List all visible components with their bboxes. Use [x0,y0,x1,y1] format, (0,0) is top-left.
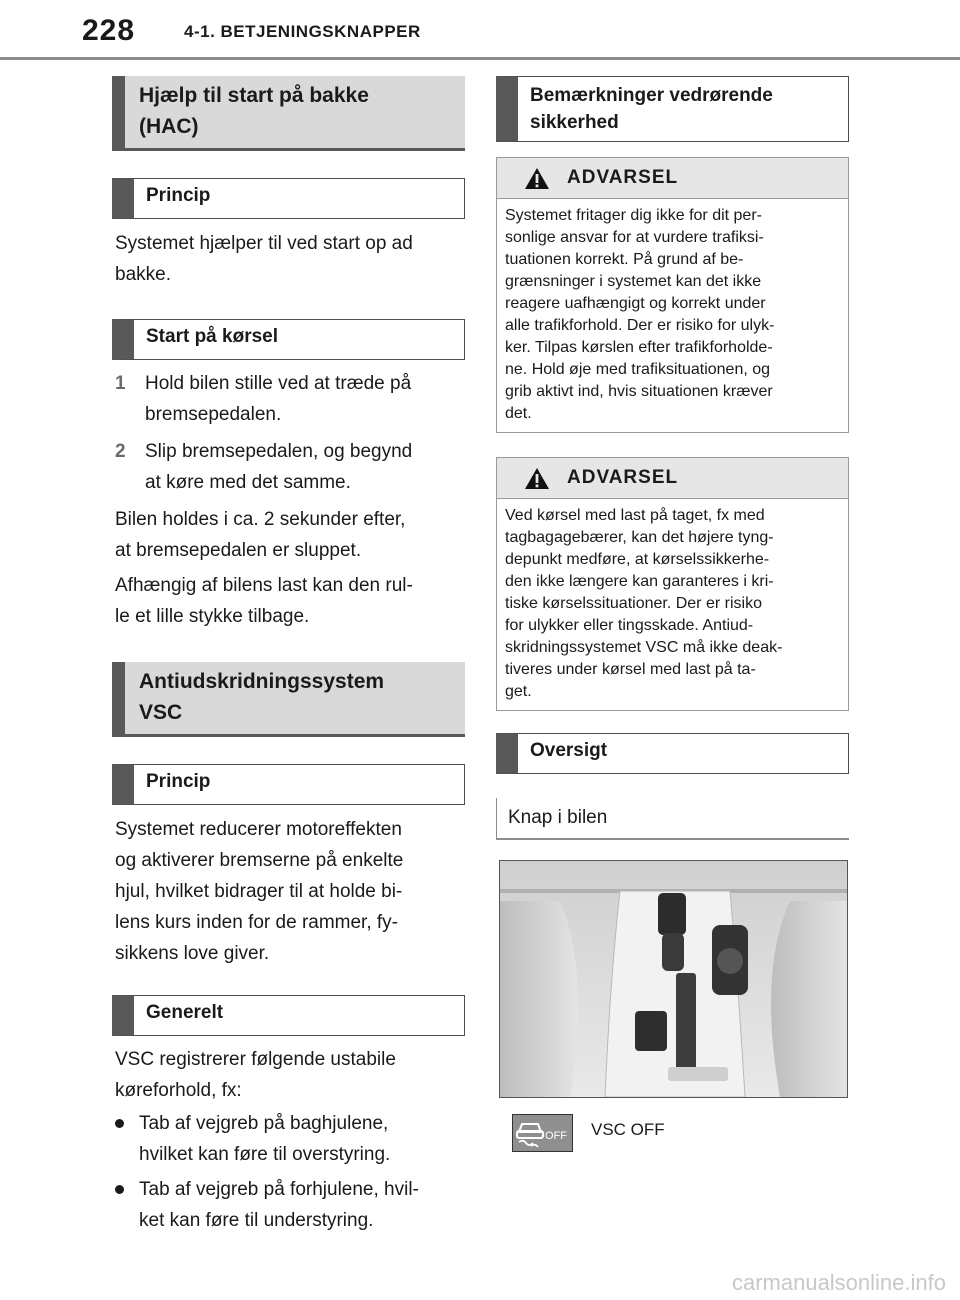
warning-title: ADVARSEL [567,467,679,488]
warning-line: reagere uafhængigt og korrekt under [505,295,766,312]
subheading-knap-i-bilen [496,806,849,840]
warning-box-1 [496,157,849,433]
subheading-knap-label: Knap i bilen [508,807,608,828]
car-interior-photo [499,860,848,1098]
warning-line: tiske kørselssituationer. Der er risiko [505,595,762,612]
vsc-off-label: VSC OFF [591,1120,665,1139]
vsc-off-button-icon [512,1114,573,1152]
bullet-line: hvilket kan føre til overstyring. [139,1144,391,1165]
subheading-princip-vsc [112,764,465,805]
bullet-item [115,1108,465,1170]
vsc-icon-text: OFF [545,1130,567,1142]
step-line: at køre med det samme. [145,472,351,493]
paragraph-line: Afhængig af bilens last kan den rul- [115,575,413,596]
step-2 [115,436,465,498]
subheading-princip-hac [112,178,465,219]
warning-header [497,458,848,499]
warning-line: det. [505,405,532,422]
step-text [145,368,411,430]
paragraph-line: at bremsepedalen er sluppet. [115,540,362,561]
car-skid-icon [513,1115,572,1151]
paragraph-line: og aktiverer bremserne på enkelte [115,850,404,871]
bullet-text [139,1174,419,1236]
paragraph-vsc-principle [115,814,465,969]
warning-line: ker. Tilpas kørslen efter trafikforholde- [505,339,773,356]
warning-line: tuationen korrekt. På grund af be- [505,251,744,268]
paragraph-line: VSC registrerer følgende ustabile [115,1049,396,1070]
heading-vsc-line1: Antiudskridningssystem [139,670,385,693]
warning-line: grib aktivt ind, hvis situationen kræver [505,383,773,400]
section-title: 4-1. BETJENINGSKNAPPER [184,22,421,41]
paragraph-line: Systemet reducerer motoreffekten [115,819,402,840]
subheading-start [112,319,465,360]
warning-line: skridningssystemet VSC må ikke deak- [505,639,783,656]
heading-hac [112,76,465,151]
warning-line: depunkt medføre, at kørselssikkerhe- [505,551,770,568]
subheading-oversigt-label: Oversigt [530,740,608,761]
paragraph-line: hjul, hvilket bidrager til at holde bi- [115,881,403,902]
page-number: 228 [82,14,136,47]
heading-hac-line2: (HAC) [139,115,199,138]
bullet-line: Tab af vejgreb på forhjulene, hvil- [139,1179,419,1200]
heading-vsc-line2: VSC [139,701,183,724]
paragraph-hac-principle [115,228,465,290]
warning-line: Systemet fritager dig ikke for dit per- [505,207,762,224]
warning-line: grænsninger i systemet kan det ikke [505,273,762,290]
paragraph-generelt [115,1044,465,1106]
step-1 [115,368,465,430]
step-number: 2 [115,441,126,462]
warning-line: Ved kørsel med last på taget, fx med [505,507,765,524]
warning-text [497,499,848,703]
bullet-item [115,1174,465,1236]
subheading-start-label: Start på kørsel [146,326,278,347]
warning-line: den ikke længere kan garanteres i kri- [505,573,774,590]
warning-line: alle trafikforhold. Der er risiko for ulyk- [505,317,775,334]
step-text [145,436,412,498]
heading-safety-line1: Bemærkninger vedrørende [530,85,773,106]
heading-hac-line1: Hjælp til start på bakke [139,84,369,107]
paragraph-line: le et lille stykke tilbage. [115,606,310,627]
subheading-generelt [112,995,465,1036]
paragraph-hold [115,504,465,566]
warning-line: get. [505,683,532,700]
paragraph-line: bakke. [115,264,171,285]
paragraph-line: køreforhold, fx: [115,1080,242,1101]
warning-line: ne. Hold øje med trafiksituationen, og [505,361,771,378]
warning-header [497,158,848,199]
paragraph-load [115,570,465,632]
step-line: Slip bremsepedalen, og begynd [145,441,413,462]
warning-line: for ulykker eller tingsskade. Antiud- [505,617,754,634]
bullet-line: ket kan føre til understyring. [139,1210,374,1231]
subheading-generelt-label: Generelt [146,1002,224,1023]
warning-line: tiveres under kørsel med last på ta- [505,661,756,678]
bullet-text [139,1108,390,1170]
warning-line: sonlige ansvar for at vurdere trafiksi- [505,229,764,246]
step-number: 1 [115,373,126,394]
heading-safety [496,76,849,142]
step-line: bremsepedalen. [145,404,282,425]
warning-icon [524,467,550,490]
paragraph-line: Systemet hjælper til ved start op ad [115,233,413,254]
subheading-oversigt [496,733,849,774]
warning-icon [524,167,550,190]
step-line: Hold bilen stille ved at træde på [145,373,412,394]
center-console-image [500,861,847,1097]
header-rule [0,57,960,60]
heading-vsc [112,662,465,737]
heading-safety-line2: sikkerhed [530,112,619,133]
paragraph-line: Bilen holdes i ca. 2 sekunder efter, [115,509,406,530]
warning-line: tagbagagebærer, kan det højere tyng- [505,529,774,546]
subheading-princip-hac-label: Princip [146,185,211,206]
warning-box-2 [496,457,849,711]
warning-title: ADVARSEL [567,167,679,188]
bullet-line: Tab af vejgreb på baghjulene, [139,1113,389,1134]
paragraph-line: lens kurs inden for de rammer, fy- [115,912,398,933]
bullet-dot [115,1119,124,1128]
bullet-dot [115,1185,124,1194]
paragraph-line: sikkens love giver. [115,943,270,964]
subheading-princip-vsc-label: Princip [146,771,211,792]
watermark: carmanualsonline.info [731,1270,946,1295]
warning-text [497,199,848,425]
